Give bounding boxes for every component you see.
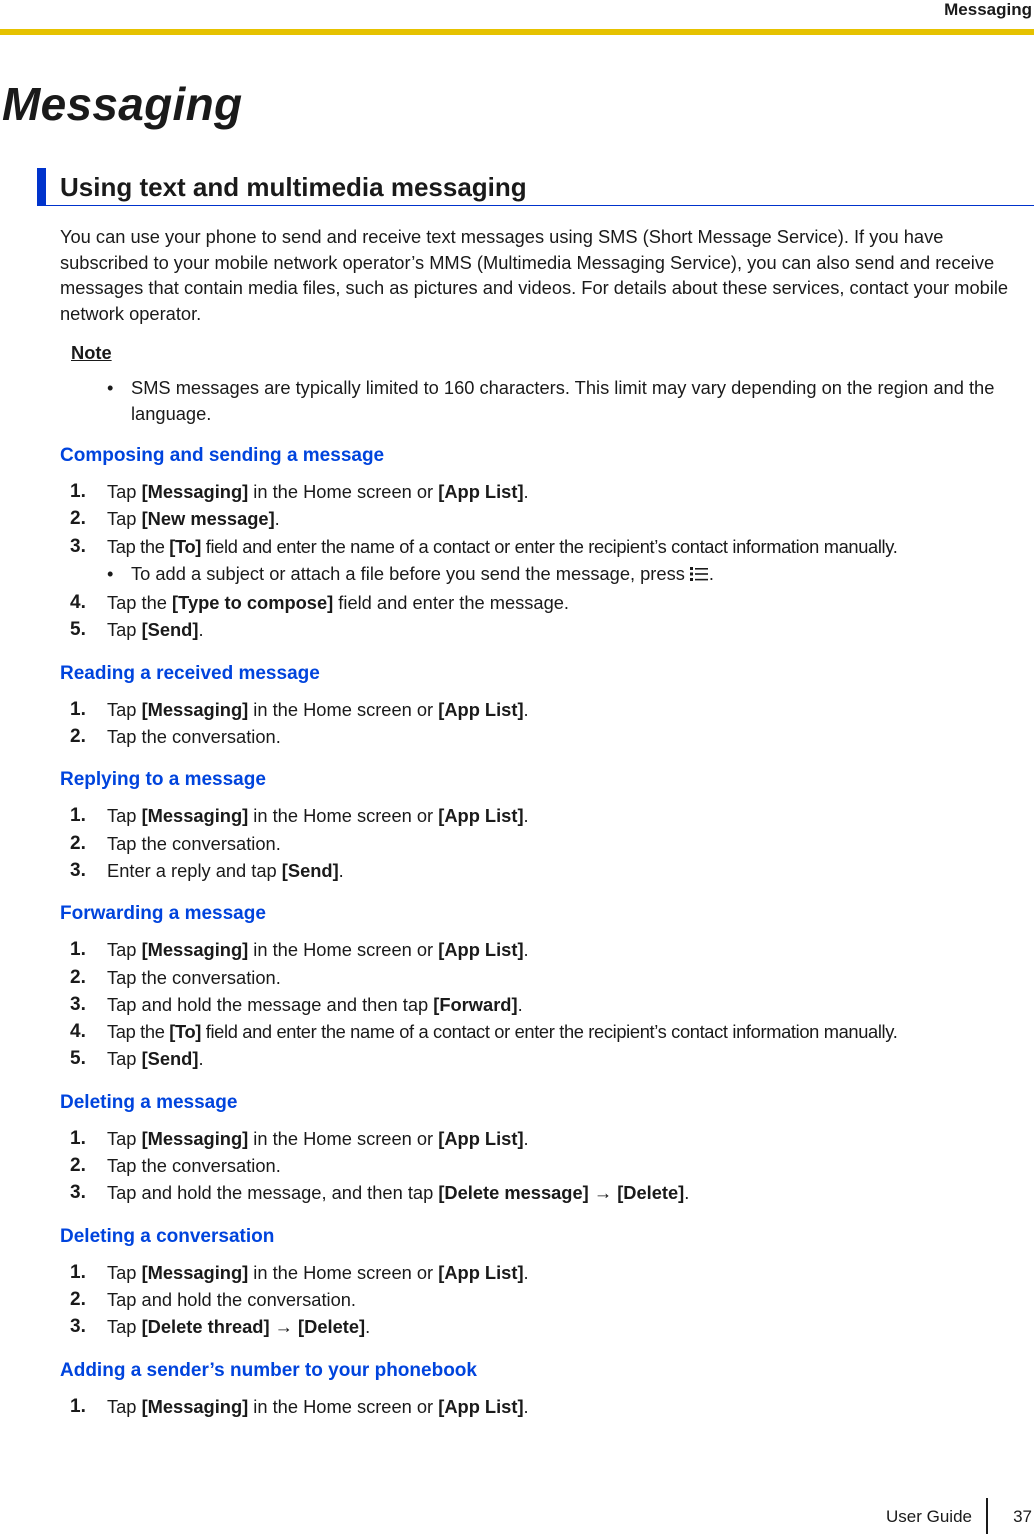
step <box>60 1125 1034 1152</box>
step-number: 5. <box>70 619 86 641</box>
step <box>60 802 1034 829</box>
intro-paragraph: You can use your phone to send and receive text messages using SMS (Short Message Service). If you have subscribed to your mobile network operator’s MMS (Multimedia Messaging Service), you can also send and receive messages that contain media files, such as pictures and videos. For details about these services, contact your mobile network operator. <box>60 226 1009 324</box>
step-text: Tap [Messaging] in the Home screen or [App List]. <box>107 805 529 827</box>
step-text: Tap [Messaging] in the Home screen or [App List]. <box>107 1127 529 1149</box>
step-number: 3. <box>70 1316 86 1338</box>
sub-bullet-text: To add a subject or attach a file before you send the message, press . <box>131 560 714 589</box>
step <box>60 1393 1034 1420</box>
step <box>60 1179 1034 1206</box>
footer-guide-label: User Guide <box>886 1507 972 1526</box>
step-number: 4. <box>70 592 86 614</box>
step-number: 2. <box>70 726 86 748</box>
step <box>60 1045 1034 1072</box>
subheading-forwarding: Forwarding a message <box>60 903 266 925</box>
menu-list-icon <box>689 562 709 589</box>
steps-deleting-message <box>60 1125 1034 1207</box>
bullet-marker: • <box>107 562 114 584</box>
step-number: 5. <box>70 1048 86 1070</box>
steps-adding-sender <box>60 1393 1034 1420</box>
footer-divider <box>986 1498 988 1534</box>
subheading-adding-sender: Adding a sender’s number to your phonebook <box>60 1359 477 1381</box>
step-number: 3. <box>70 859 86 881</box>
subheading-deleting-conversation: Deleting a conversation <box>60 1225 275 1247</box>
running-head-title: Messaging <box>944 0 1032 19</box>
steps-replying <box>60 802 1034 884</box>
step-text: Tap the [Type to compose] field and enter the message. <box>107 592 569 614</box>
step-text: Tap [Messaging] in the Home screen or [App List]. <box>107 1261 529 1283</box>
step <box>60 589 1034 616</box>
step <box>60 1259 1034 1286</box>
step-text: Tap the conversation. <box>107 966 281 988</box>
step-number: 1. <box>70 805 86 827</box>
step-number: 1. <box>70 1261 86 1283</box>
page-number: 37 <box>1013 1507 1032 1526</box>
step <box>60 1152 1034 1179</box>
step-text: Tap the conversation. <box>107 832 281 854</box>
step-text: Tap and hold the message and then tap [Forward]. <box>107 993 523 1015</box>
step-text: Tap and hold the conversation. <box>107 1288 357 1310</box>
subheading-deleting-message: Deleting a message <box>60 1091 238 1113</box>
steps-forwarding <box>60 936 1034 1072</box>
step-number: 1. <box>70 939 86 961</box>
step <box>60 1286 1034 1313</box>
step <box>60 936 1034 963</box>
arrow-icon: → <box>593 1182 613 1204</box>
step-number: 4. <box>70 1021 86 1043</box>
step <box>60 857 1034 884</box>
step <box>60 723 1034 750</box>
chapter-title: Messaging <box>2 78 243 130</box>
step-text: Tap [New message]. <box>107 508 280 530</box>
section-heading <box>37 168 1034 206</box>
header-rule <box>0 29 1034 35</box>
step <box>60 533 1034 560</box>
step-text: Tap [Messaging] in the Home screen or [App List]. <box>107 1395 529 1417</box>
subheading-composing: Composing and sending a message <box>60 445 385 466</box>
step-text: Tap the [To] field and enter the name of a contact or enter the recipient’s contact information manually. <box>107 535 898 557</box>
step-text: Tap [Send]. <box>107 1048 204 1070</box>
step-text: Tap [Messaging] in the Home screen or [App List]. <box>107 481 529 502</box>
step-number: 3. <box>70 993 86 1015</box>
step <box>60 991 1034 1018</box>
step-text: Tap the [To] field and enter the name of a contact or enter the recipient’s contact information manually. <box>107 1021 898 1043</box>
note-label: Note <box>71 342 112 363</box>
section-title: Using text and multimedia messaging <box>60 172 527 202</box>
step <box>60 964 1034 991</box>
note-bullet <box>60 375 1034 426</box>
step <box>60 505 1034 532</box>
step <box>60 696 1034 723</box>
step <box>60 478 1034 505</box>
step <box>60 1018 1034 1045</box>
steps-composing <box>60 478 1034 644</box>
steps-reading <box>60 696 1034 751</box>
note-text: SMS messages are typically limited to 160 characters. This limit may vary depending on the region and the language. <box>131 377 995 424</box>
step-text: Tap [Send]. <box>107 619 204 641</box>
step-text: Tap [Delete thread] → [Delete]. <box>107 1316 371 1338</box>
step-text: Tap the conversation. <box>107 1155 281 1177</box>
step-number: 2. <box>70 1155 86 1177</box>
step-text: Enter a reply and tap [Send]. <box>107 859 344 881</box>
step-number: 2. <box>70 832 86 854</box>
step <box>60 830 1034 857</box>
step-text: Tap [Messaging] in the Home screen or [App List]. <box>107 698 529 720</box>
step-number: 2. <box>70 508 86 530</box>
step <box>60 1313 1034 1340</box>
step-number: 1. <box>70 698 86 720</box>
subheading-reading: Reading a received message <box>60 662 320 684</box>
arrow-icon: → <box>274 1316 293 1338</box>
step-text: Tap [Messaging] in the Home screen or [App List]. <box>107 939 529 961</box>
subheading-replying: Replying to a message <box>60 769 266 791</box>
step-number: 1. <box>70 481 86 502</box>
step-number: 2. <box>70 1288 86 1310</box>
steps-deleting-conversation <box>60 1259 1034 1341</box>
step-text: Tap and hold the message, and then tap [Delete message] → [Delete]. <box>107 1182 690 1204</box>
step-sub-bullet <box>60 560 1034 589</box>
step-number: 1. <box>70 1395 86 1417</box>
step-number: 2. <box>70 966 86 988</box>
step-number: 1. <box>70 1127 86 1149</box>
step-number: 3. <box>70 535 86 557</box>
step-number: 3. <box>70 1182 86 1204</box>
page-body <box>60 224 1034 1420</box>
step-text: Tap the conversation. <box>107 726 281 748</box>
bullet-marker: • <box>107 377 114 398</box>
step <box>60 616 1034 643</box>
